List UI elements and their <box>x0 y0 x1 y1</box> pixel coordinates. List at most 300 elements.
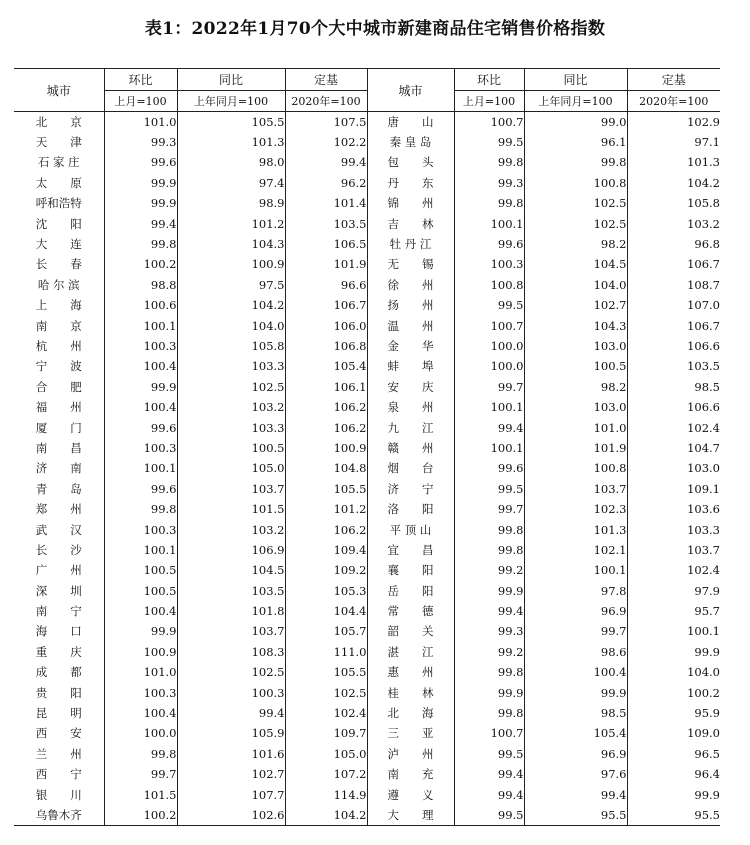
fixed-index-value: 95.9 <box>627 703 720 723</box>
yoy-index-value: 103.2 <box>177 519 285 539</box>
mom-index-value: 101.0 <box>104 112 177 132</box>
yoy-index-value: 98.9 <box>177 193 285 213</box>
table-row <box>14 540 720 560</box>
mom-index-value: 99.5 <box>454 805 524 825</box>
fixed-index-value: 100.2 <box>627 682 720 702</box>
table-row <box>14 315 720 335</box>
mom-index-value: 99.9 <box>104 377 177 397</box>
fixed-index-value: 109.0 <box>627 723 720 743</box>
fixed-index-value: 106.7 <box>627 315 720 335</box>
mom-index-value: 99.8 <box>104 744 177 764</box>
mom-index-value: 101.0 <box>104 662 177 682</box>
mom-index-value: 99.3 <box>454 621 524 641</box>
city-name: 成 都 <box>35 665 82 680</box>
mom-index-value: 99.5 <box>454 744 524 764</box>
mom-index-value: 99.7 <box>104 764 177 784</box>
city-name: 贵 阳 <box>35 685 82 700</box>
city-name: 北 京 <box>35 114 82 129</box>
mom-index-value: 100.3 <box>104 438 177 458</box>
yoy-index-value: 102.6 <box>177 805 285 825</box>
table-row <box>14 682 720 702</box>
city-name: 沈 阳 <box>35 216 82 231</box>
yoy-index-value: 99.4 <box>524 784 627 804</box>
city-name: 惠 州 <box>367 662 454 682</box>
mom-index-value: 100.4 <box>104 356 177 376</box>
fixed-index-value: 103.2 <box>627 213 720 233</box>
fixed-index-value: 98.5 <box>627 377 720 397</box>
yoy-index-value: 103.5 <box>177 580 285 600</box>
mom-index-value: 100.1 <box>104 315 177 335</box>
yoy-index-value: 103.3 <box>177 356 285 376</box>
table-row <box>14 193 720 213</box>
table-row <box>14 438 720 458</box>
mom-index-value: 99.8 <box>104 499 177 519</box>
yoy-index-value: 102.7 <box>177 764 285 784</box>
city-name: 南 京 <box>35 318 82 333</box>
table-row <box>14 744 720 764</box>
city-name: 西 宁 <box>35 767 82 782</box>
yoy-index-value: 98.0 <box>177 152 285 172</box>
table-row <box>14 805 720 825</box>
fixed-index-value: 105.8 <box>627 193 720 213</box>
col-header-city-left: 城市 <box>14 69 104 112</box>
yoy-index-value: 101.2 <box>177 213 285 233</box>
city-name: 九 江 <box>367 417 454 437</box>
yoy-index-value: 100.9 <box>177 254 285 274</box>
city-name: 扬 州 <box>367 295 454 315</box>
yoy-index-value: 103.2 <box>177 397 285 417</box>
city-name: 泉 州 <box>367 397 454 417</box>
fixed-index-value: 104.0 <box>627 662 720 682</box>
city-name: 包 头 <box>367 152 454 172</box>
yoy-index-value: 96.9 <box>524 744 627 764</box>
yoy-index-value: 107.7 <box>177 784 285 804</box>
city-name: 洛 阳 <box>367 499 454 519</box>
city-name: 泸 州 <box>367 744 454 764</box>
mom-index-value: 100.4 <box>104 601 177 621</box>
fixed-index-value: 105.5 <box>285 479 367 499</box>
mom-index-value: 99.9 <box>104 173 177 193</box>
yoy-index-value: 97.4 <box>177 173 285 193</box>
fixed-index-value: 106.7 <box>627 254 720 274</box>
city-name: 福 州 <box>35 400 82 415</box>
mom-index-value: 99.8 <box>454 193 524 213</box>
fixed-index-value: 103.6 <box>627 499 720 519</box>
mom-index-value: 99.6 <box>104 152 177 172</box>
mom-index-value: 99.4 <box>454 601 524 621</box>
mom-index-value: 99.9 <box>104 621 177 641</box>
yoy-index-value: 101.3 <box>177 132 285 152</box>
city-name: 杭 州 <box>35 338 82 353</box>
city-name: 三 亚 <box>367 723 454 743</box>
yoy-index-value: 101.3 <box>524 519 627 539</box>
city-name: 安 庆 <box>367 377 454 397</box>
fixed-index-value: 106.2 <box>285 417 367 437</box>
fixed-index-value: 101.3 <box>627 152 720 172</box>
mom-index-value: 99.3 <box>454 173 524 193</box>
yoy-index-value: 105.8 <box>177 336 285 356</box>
table-row <box>14 417 720 437</box>
city-name: 丹 东 <box>367 173 454 193</box>
yoy-index-value: 99.0 <box>524 112 627 132</box>
mom-index-value: 99.5 <box>454 479 524 499</box>
city-name: 北 海 <box>367 703 454 723</box>
fixed-index-value: 101.9 <box>285 254 367 274</box>
city-name: 唐 山 <box>367 112 454 132</box>
fixed-index-value: 102.5 <box>285 682 367 702</box>
city-name: 海 口 <box>35 624 82 639</box>
city-name: 南 宁 <box>35 604 82 619</box>
yoy-index-value: 102.7 <box>524 295 627 315</box>
yoy-index-value: 102.5 <box>524 193 627 213</box>
table-row <box>14 499 720 519</box>
yoy-index-value: 100.5 <box>524 356 627 376</box>
city-name: 蚌 埠 <box>367 356 454 376</box>
yoy-index-value: 97.6 <box>524 764 627 784</box>
city-name: 兰 州 <box>35 746 82 761</box>
mom-index-value: 99.4 <box>454 784 524 804</box>
col-base-fixed-left: 2020年=100 <box>285 91 367 112</box>
city-name: 武 汉 <box>35 522 82 537</box>
mom-index-value: 101.5 <box>104 784 177 804</box>
col-base-yoy-right: 上年同月=100 <box>524 91 627 112</box>
yoy-index-value: 101.0 <box>524 417 627 437</box>
city-name: 锦 州 <box>367 193 454 213</box>
fixed-index-value: 95.5 <box>627 805 720 825</box>
yoy-index-value: 103.0 <box>524 336 627 356</box>
price-index-table <box>14 68 720 826</box>
city-name: 合 肥 <box>35 379 82 394</box>
fixed-index-value: 102.4 <box>627 417 720 437</box>
mom-index-value: 99.6 <box>104 479 177 499</box>
table-row <box>14 458 720 478</box>
city-name: 湛 江 <box>367 642 454 662</box>
fixed-index-value: 96.2 <box>285 173 367 193</box>
mom-index-value: 99.5 <box>454 132 524 152</box>
table-row <box>14 295 720 315</box>
mom-index-value: 100.1 <box>454 213 524 233</box>
yoy-index-value: 102.5 <box>177 662 285 682</box>
col-header-fixed-right: 定基 <box>627 69 720 91</box>
mom-index-value: 100.0 <box>454 336 524 356</box>
yoy-index-value: 98.2 <box>524 377 627 397</box>
mom-index-value: 100.3 <box>104 519 177 539</box>
fixed-index-value: 106.6 <box>627 397 720 417</box>
mom-index-value: 99.2 <box>454 642 524 662</box>
table-body <box>14 112 720 826</box>
fixed-index-value: 100.9 <box>285 438 367 458</box>
fixed-index-value: 95.7 <box>627 601 720 621</box>
mom-index-value: 98.8 <box>104 275 177 295</box>
mom-index-value: 100.7 <box>454 315 524 335</box>
city-name: 吉 林 <box>367 213 454 233</box>
mom-index-value: 100.0 <box>454 356 524 376</box>
yoy-index-value: 99.8 <box>524 152 627 172</box>
mom-index-value: 100.7 <box>454 723 524 743</box>
fixed-index-value: 102.4 <box>627 560 720 580</box>
fixed-index-value: 103.5 <box>285 213 367 233</box>
mom-index-value: 99.6 <box>454 458 524 478</box>
city-name: 牡 丹 江 <box>367 234 454 254</box>
fixed-index-value: 106.5 <box>285 234 367 254</box>
mom-index-value: 100.3 <box>454 254 524 274</box>
col-base-mom-left: 上月=100 <box>104 91 177 112</box>
fixed-index-value: 105.3 <box>285 580 367 600</box>
fixed-index-value: 106.6 <box>627 336 720 356</box>
col-header-mom-right: 环比 <box>454 69 524 91</box>
mom-index-value: 100.3 <box>104 336 177 356</box>
table-row <box>14 560 720 580</box>
city-name: 重 庆 <box>35 644 82 659</box>
mom-index-value: 100.8 <box>454 275 524 295</box>
fixed-index-value: 104.7 <box>627 438 720 458</box>
mom-index-value: 100.4 <box>104 703 177 723</box>
city-name: 秦 皇 岛 <box>367 132 454 152</box>
fixed-index-value: 96.8 <box>627 234 720 254</box>
table-row <box>14 601 720 621</box>
yoy-index-value: 106.9 <box>177 540 285 560</box>
mom-index-value: 100.0 <box>104 723 177 743</box>
mom-index-value: 100.1 <box>104 458 177 478</box>
city-name: 长 沙 <box>35 542 82 557</box>
mom-index-value: 99.7 <box>454 499 524 519</box>
city-name: 昆 明 <box>35 706 82 721</box>
mom-index-value: 100.1 <box>454 397 524 417</box>
city-name: 上 海 <box>35 298 82 313</box>
yoy-index-value: 105.4 <box>524 723 627 743</box>
table-row <box>14 764 720 784</box>
mom-index-value: 99.7 <box>454 377 524 397</box>
city-name: 郑 州 <box>35 502 82 517</box>
yoy-index-value: 96.1 <box>524 132 627 152</box>
fixed-index-value: 103.7 <box>627 540 720 560</box>
header-row-1 <box>14 69 720 91</box>
col-header-mom-left: 环比 <box>104 69 177 91</box>
fixed-index-value: 97.1 <box>627 132 720 152</box>
fixed-index-value: 106.2 <box>285 397 367 417</box>
table-row <box>14 173 720 193</box>
fixed-index-value: 105.7 <box>285 621 367 641</box>
city-name: 无 锡 <box>367 254 454 274</box>
yoy-index-value: 98.2 <box>524 234 627 254</box>
yoy-index-value: 104.2 <box>177 295 285 315</box>
fixed-index-value: 114.9 <box>285 784 367 804</box>
city-name: 遵 义 <box>367 784 454 804</box>
city-name: 太 原 <box>35 175 82 190</box>
table-row <box>14 356 720 376</box>
city-name: 青 岛 <box>35 481 82 496</box>
city-name: 长 春 <box>35 257 82 272</box>
table-row <box>14 254 720 274</box>
city-name: 济 南 <box>35 461 82 476</box>
yoy-index-value: 100.1 <box>524 560 627 580</box>
fixed-index-value: 106.7 <box>285 295 367 315</box>
yoy-index-value: 101.9 <box>524 438 627 458</box>
yoy-index-value: 101.5 <box>177 499 285 519</box>
fixed-index-value: 105.5 <box>285 662 367 682</box>
table-row <box>14 132 720 152</box>
mom-index-value: 99.2 <box>454 560 524 580</box>
yoy-index-value: 108.3 <box>177 642 285 662</box>
yoy-index-value: 100.4 <box>524 662 627 682</box>
yoy-index-value: 99.9 <box>524 682 627 702</box>
yoy-index-value: 99.7 <box>524 621 627 641</box>
mom-index-value: 99.9 <box>454 682 524 702</box>
col-base-yoy-left: 上年同月=100 <box>177 91 285 112</box>
city-name: 烟 台 <box>367 458 454 478</box>
yoy-index-value: 102.5 <box>177 377 285 397</box>
mom-index-value: 100.5 <box>104 580 177 600</box>
city-name: 常 德 <box>367 601 454 621</box>
mom-index-value: 100.6 <box>104 295 177 315</box>
table-row <box>14 519 720 539</box>
table-row <box>14 479 720 499</box>
mom-index-value: 99.8 <box>454 703 524 723</box>
table-row <box>14 377 720 397</box>
city-name: 襄 阳 <box>367 560 454 580</box>
yoy-index-value: 102.1 <box>524 540 627 560</box>
fixed-index-value: 109.7 <box>285 723 367 743</box>
fixed-index-value: 102.9 <box>627 112 720 132</box>
city-name: 岳 阳 <box>367 580 454 600</box>
mom-index-value: 99.4 <box>104 213 177 233</box>
mom-index-value: 100.1 <box>104 540 177 560</box>
table-row <box>14 336 720 356</box>
city-name: 银 川 <box>35 787 82 802</box>
fixed-index-value: 106.0 <box>285 315 367 335</box>
yoy-index-value: 95.5 <box>524 805 627 825</box>
yoy-index-value: 104.0 <box>524 275 627 295</box>
table-row <box>14 703 720 723</box>
col-header-fixed-left: 定基 <box>285 69 367 91</box>
city-name: 石 家 庄 <box>37 155 80 170</box>
yoy-index-value: 104.0 <box>177 315 285 335</box>
yoy-index-value: 99.4 <box>177 703 285 723</box>
mom-index-value: 100.5 <box>104 560 177 580</box>
fixed-index-value: 96.6 <box>285 275 367 295</box>
city-name: 宜 昌 <box>367 540 454 560</box>
mom-index-value: 99.8 <box>454 152 524 172</box>
mom-index-value: 100.3 <box>104 682 177 702</box>
yoy-index-value: 104.5 <box>524 254 627 274</box>
city-name: 宁 波 <box>35 359 82 374</box>
fixed-index-value: 107.2 <box>285 764 367 784</box>
yoy-index-value: 103.3 <box>177 417 285 437</box>
table-row <box>14 621 720 641</box>
mom-index-value: 100.2 <box>104 254 177 274</box>
city-name: 哈 尔 滨 <box>37 277 80 292</box>
city-name: 呼和浩特 <box>35 196 82 211</box>
fixed-index-value: 109.4 <box>285 540 367 560</box>
fixed-index-value: 101.2 <box>285 499 367 519</box>
yoy-index-value: 103.0 <box>524 397 627 417</box>
fixed-index-value: 105.0 <box>285 744 367 764</box>
mom-index-value: 100.9 <box>104 642 177 662</box>
city-name: 温 州 <box>367 315 454 335</box>
yoy-index-value: 97.5 <box>177 275 285 295</box>
mom-index-value: 99.8 <box>454 540 524 560</box>
city-name: 金 华 <box>367 336 454 356</box>
city-name: 大 理 <box>367 805 454 825</box>
table-row <box>14 397 720 417</box>
city-name: 厦 门 <box>35 420 82 435</box>
fixed-index-value: 100.1 <box>627 621 720 641</box>
fixed-index-value: 97.9 <box>627 580 720 600</box>
fixed-index-value: 102.2 <box>285 132 367 152</box>
yoy-index-value: 97.8 <box>524 580 627 600</box>
yoy-index-value: 98.5 <box>524 703 627 723</box>
fixed-index-value: 107.0 <box>627 295 720 315</box>
table-row <box>14 642 720 662</box>
col-base-fixed-right: 2020年=100 <box>627 91 720 112</box>
city-name: 深 圳 <box>35 583 82 598</box>
city-name: 南 充 <box>367 764 454 784</box>
mom-index-value: 99.4 <box>454 417 524 437</box>
fixed-index-value: 106.8 <box>285 336 367 356</box>
yoy-index-value: 104.3 <box>177 234 285 254</box>
page-title: 表1：2022年1月70个大中城市新建商品住宅销售价格指数 <box>144 19 606 39</box>
table-row <box>14 275 720 295</box>
yoy-index-value: 105.0 <box>177 458 285 478</box>
mom-index-value: 99.6 <box>104 417 177 437</box>
fixed-index-value: 99.9 <box>627 642 720 662</box>
yoy-index-value: 105.5 <box>177 112 285 132</box>
mom-index-value: 99.5 <box>454 295 524 315</box>
mom-index-value: 100.4 <box>104 397 177 417</box>
mom-index-value: 100.7 <box>454 112 524 132</box>
mom-index-value: 99.3 <box>104 132 177 152</box>
table-row <box>14 580 720 600</box>
fixed-index-value: 103.5 <box>627 356 720 376</box>
city-name: 西 安 <box>35 726 82 741</box>
table-row <box>14 784 720 804</box>
yoy-index-value: 100.3 <box>177 682 285 702</box>
yoy-index-value: 100.8 <box>524 173 627 193</box>
mom-index-value: 99.4 <box>454 764 524 784</box>
fixed-index-value: 109.2 <box>285 560 367 580</box>
yoy-index-value: 105.9 <box>177 723 285 743</box>
mom-index-value: 99.8 <box>454 519 524 539</box>
fixed-index-value: 99.9 <box>627 784 720 804</box>
city-name: 南 昌 <box>35 440 82 455</box>
city-name: 大 连 <box>35 237 82 252</box>
fixed-index-value: 109.1 <box>627 479 720 499</box>
table-row <box>14 152 720 172</box>
fixed-index-value: 105.4 <box>285 356 367 376</box>
fixed-index-value: 107.5 <box>285 112 367 132</box>
mom-index-value: 99.9 <box>104 193 177 213</box>
city-name: 天 津 <box>35 135 82 150</box>
fixed-index-value: 108.7 <box>627 275 720 295</box>
mom-index-value: 99.6 <box>454 234 524 254</box>
fixed-index-value: 103.3 <box>627 519 720 539</box>
fixed-index-value: 106.1 <box>285 377 367 397</box>
mom-index-value: 99.8 <box>454 662 524 682</box>
table-row <box>14 213 720 233</box>
mom-index-value: 100.2 <box>104 805 177 825</box>
col-header-city-right: 城市 <box>367 69 454 112</box>
yoy-index-value: 98.6 <box>524 642 627 662</box>
city-name: 徐 州 <box>367 275 454 295</box>
yoy-index-value: 102.5 <box>524 213 627 233</box>
mom-index-value: 100.1 <box>454 438 524 458</box>
city-name: 赣 州 <box>367 438 454 458</box>
city-name: 平 顶 山 <box>367 519 454 539</box>
yoy-index-value: 100.8 <box>524 458 627 478</box>
fixed-index-value: 106.2 <box>285 519 367 539</box>
fixed-index-value: 96.5 <box>627 744 720 764</box>
table-row <box>14 723 720 743</box>
